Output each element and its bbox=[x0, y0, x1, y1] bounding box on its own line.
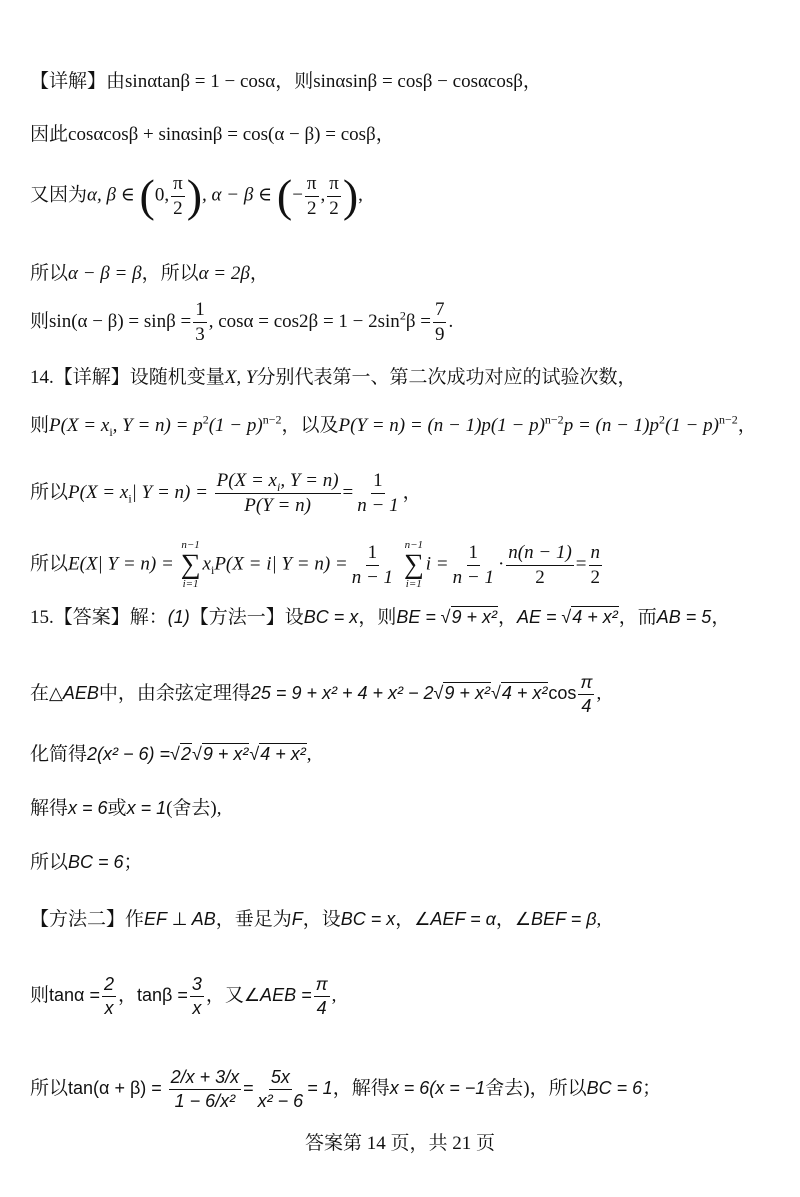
radicand: 9 + x² bbox=[202, 744, 249, 764]
text: ，以及 bbox=[281, 415, 339, 436]
text: ， bbox=[402, 481, 422, 503]
fraction bbox=[169, 1068, 242, 1111]
triangle: △AEB bbox=[49, 682, 99, 703]
sqrt: √9 + x² bbox=[433, 682, 490, 703]
text: ； bbox=[642, 1077, 662, 1099]
equation: β = bbox=[405, 310, 431, 332]
radicand: 4 + x² bbox=[260, 744, 306, 764]
equation: AB = 5 bbox=[656, 607, 712, 627]
equation: x = 6 bbox=[68, 798, 108, 818]
equals: = bbox=[575, 553, 587, 575]
text: 所以 bbox=[30, 481, 69, 503]
text: ， bbox=[249, 263, 269, 284]
line-3: 又因为α, β ∈ (0, $\frac{\pi}{2}$ ), α − β ∈ (− $\frac{\pi}{2}$ , $\frac{\pi}{2}$ ), bbox=[30, 170, 363, 221]
text: ，又 bbox=[205, 984, 244, 1006]
text: ，垂足为 bbox=[215, 909, 292, 930]
text: , bbox=[306, 744, 312, 765]
frac-den: 4 bbox=[316, 997, 327, 1018]
line-5 bbox=[30, 300, 453, 345]
text: 【方法一】设 bbox=[189, 607, 304, 628]
sqrt: √4 + x² bbox=[561, 607, 618, 627]
line-16 bbox=[30, 975, 336, 1018]
equation: sinαsinβ = cosβ − cosαcosβ bbox=[313, 71, 523, 92]
frac-den: 2 bbox=[306, 197, 317, 219]
subscript: i bbox=[128, 491, 132, 506]
text: ，设 bbox=[302, 909, 341, 930]
line-2 bbox=[30, 125, 395, 144]
text: ，而 bbox=[618, 607, 657, 628]
text: 又因为 bbox=[30, 184, 88, 206]
num-text: P(X = x bbox=[216, 470, 277, 491]
equation: tanβ = bbox=[137, 984, 188, 1005]
text: 中，由余弦定理得 bbox=[98, 682, 251, 704]
text: 分别代表第一、第二次成功对应的试验次数， bbox=[256, 367, 637, 388]
note: (舍去) bbox=[166, 798, 217, 819]
paren-open: ( bbox=[139, 170, 155, 221]
text: ，则 bbox=[358, 607, 397, 628]
equation: AE = bbox=[517, 607, 557, 627]
sum-top: n−1 bbox=[404, 539, 424, 551]
radicand: 2 bbox=[180, 744, 191, 764]
equation: BC = x bbox=[303, 607, 359, 627]
equation: tanα = bbox=[49, 984, 100, 1005]
text: 14.【详解】设随机变量 bbox=[30, 367, 225, 388]
sum-bottom: i=1 bbox=[405, 578, 422, 590]
text: ； bbox=[123, 852, 143, 873]
text: ，解得 bbox=[332, 1077, 390, 1099]
frac-den: n − 1 bbox=[351, 566, 394, 588]
line-11 bbox=[30, 673, 601, 716]
frac-den: 1 − 6/x² bbox=[174, 1090, 236, 1111]
equation: ∠AEB = bbox=[243, 984, 312, 1005]
note: 舍去) bbox=[485, 1077, 530, 1099]
radicand: 9 + x² bbox=[451, 607, 498, 627]
equals: = bbox=[243, 1077, 254, 1098]
fraction bbox=[578, 673, 594, 716]
sqrt: √9 + x² bbox=[440, 607, 498, 627]
equation: E(X| Y = n) = bbox=[68, 553, 174, 575]
text: 则 bbox=[30, 415, 50, 436]
fraction bbox=[327, 174, 341, 219]
superscript: n−2 bbox=[544, 412, 564, 427]
text: ，则 bbox=[275, 71, 314, 92]
text: 因此 bbox=[30, 124, 69, 145]
frac-num: π bbox=[327, 174, 341, 197]
frac-num: 1 bbox=[193, 300, 207, 323]
num-text: , Y = n) bbox=[280, 470, 339, 491]
fraction bbox=[190, 975, 204, 1018]
text: ， bbox=[395, 909, 415, 930]
frac-den: 4 bbox=[581, 695, 592, 716]
equation: P(X = x bbox=[49, 415, 110, 436]
fraction bbox=[102, 975, 116, 1018]
equation: X, Y bbox=[224, 367, 257, 388]
equation: i = bbox=[425, 553, 449, 575]
paren-close: ) bbox=[186, 170, 203, 221]
frac-num: 1 bbox=[366, 543, 380, 566]
fraction bbox=[433, 300, 447, 345]
equation: x bbox=[202, 553, 211, 575]
summation bbox=[181, 540, 201, 590]
text: , bbox=[596, 909, 602, 930]
frac-den: n − 1 bbox=[452, 566, 494, 588]
equation: 0, bbox=[154, 184, 170, 206]
radicand: 4 + x² bbox=[572, 607, 618, 627]
fraction bbox=[506, 543, 573, 588]
equation: F bbox=[291, 909, 303, 929]
frac-num: 2/x + 3/x bbox=[169, 1068, 242, 1090]
minus: − bbox=[292, 184, 303, 206]
frac-den: x bbox=[192, 997, 202, 1018]
frac-den: x bbox=[104, 997, 114, 1018]
radicand: 9 + x² bbox=[444, 682, 490, 703]
line-9 bbox=[30, 540, 604, 590]
frac-den: 9 bbox=[434, 323, 445, 345]
text: 解得 bbox=[30, 798, 69, 819]
text: ， bbox=[737, 415, 757, 436]
equation: tan(α + β) = bbox=[68, 1077, 162, 1098]
text: 则 bbox=[30, 984, 50, 1006]
text: 【方法二】作 bbox=[30, 909, 145, 930]
frac-num: π bbox=[171, 174, 185, 197]
superscript: n−2 bbox=[718, 412, 738, 427]
superscript: 2 bbox=[202, 412, 209, 427]
equation: ∠AEF = α bbox=[414, 909, 496, 929]
text: 化简得 bbox=[30, 744, 88, 765]
text: 则 bbox=[30, 310, 50, 332]
text: 或 bbox=[107, 798, 127, 819]
frac-den: 2 bbox=[173, 197, 183, 219]
equation: x = 1 bbox=[126, 798, 167, 818]
paren-open: ( bbox=[276, 170, 293, 221]
fraction bbox=[256, 1068, 306, 1111]
text: 所以 bbox=[30, 1077, 69, 1099]
line-15 bbox=[30, 910, 601, 929]
equation: (1 − p) bbox=[664, 415, 719, 436]
frac-num: 2 bbox=[102, 975, 116, 997]
equation: P(X = i| Y = n) = bbox=[214, 553, 348, 575]
frac-num: 7 bbox=[433, 300, 447, 323]
text: . bbox=[448, 310, 454, 332]
equation: EF ⊥ AB bbox=[144, 909, 216, 929]
text: ， bbox=[495, 909, 515, 930]
fraction bbox=[355, 471, 400, 516]
equation: sin(α − β) = sinβ = bbox=[49, 310, 192, 332]
line-10 bbox=[30, 608, 730, 627]
line-1 bbox=[30, 72, 542, 91]
sqrt: √9 + x² bbox=[191, 744, 249, 764]
frac-num: 1 bbox=[467, 543, 481, 566]
text: ， bbox=[375, 124, 395, 145]
frac-den: n − 1 bbox=[357, 494, 399, 516]
sum-bottom: i=1 bbox=[182, 578, 199, 590]
line-6 bbox=[30, 368, 636, 387]
fraction bbox=[350, 543, 395, 588]
equation: | Y = n) = bbox=[131, 481, 208, 503]
subscript: i bbox=[276, 479, 281, 494]
cos-text: cos bbox=[548, 682, 577, 703]
line-12 bbox=[30, 745, 312, 764]
paren-close: ) bbox=[342, 170, 359, 221]
equation: BE = bbox=[396, 607, 436, 627]
text: 15.【答案】解： bbox=[30, 607, 168, 628]
frac-num: π bbox=[314, 975, 330, 997]
fraction bbox=[193, 300, 207, 345]
frac-num: n(n − 1) bbox=[506, 543, 573, 566]
text: , bbox=[331, 984, 337, 1006]
equation: sinαtanβ = 1 − cosα bbox=[125, 71, 276, 92]
equation: P(X = x bbox=[68, 481, 129, 503]
equation: 2(x² − 6) = bbox=[87, 744, 171, 764]
superscript: 2 bbox=[658, 412, 665, 427]
text: ， bbox=[498, 607, 518, 628]
text: , bbox=[216, 798, 222, 819]
dot: · bbox=[497, 553, 505, 575]
text: ， bbox=[522, 71, 542, 92]
fraction bbox=[215, 471, 341, 516]
line-13 bbox=[30, 799, 222, 818]
sqrt: √4 + x² bbox=[249, 744, 306, 764]
text: ， bbox=[711, 607, 731, 628]
equation: 25 = 9 + x² + 4 + x² − 2 bbox=[250, 682, 434, 703]
equation: ∠BEF = β bbox=[514, 909, 597, 929]
text: ，所以 bbox=[529, 1077, 587, 1099]
text: ， bbox=[117, 984, 137, 1006]
frac-num: π bbox=[305, 174, 319, 197]
frac-num: n bbox=[589, 543, 603, 566]
line-17 bbox=[30, 1068, 661, 1111]
frac-den: x² − 6 bbox=[257, 1090, 304, 1111]
text: , bbox=[358, 184, 363, 206]
frac-den: 3 bbox=[195, 323, 205, 345]
frac-den: 2 bbox=[535, 566, 545, 588]
text: 所以 bbox=[30, 553, 69, 575]
line-4 bbox=[30, 264, 269, 283]
frac-den: 2 bbox=[329, 197, 339, 219]
radicand: 4 + x² bbox=[501, 682, 548, 703]
fraction bbox=[451, 543, 496, 588]
frac-den: P(Y = n) bbox=[244, 494, 311, 516]
sum-top: n−1 bbox=[181, 539, 200, 551]
text: 【详解】由 bbox=[30, 71, 126, 92]
text: , bbox=[596, 682, 602, 704]
equation: p = (n − 1)p bbox=[563, 415, 659, 436]
summation bbox=[404, 540, 424, 590]
fraction bbox=[305, 174, 319, 219]
equals: = bbox=[342, 481, 354, 503]
frac-num: 1 bbox=[371, 471, 385, 494]
line-8 bbox=[30, 471, 422, 516]
equation: BC = 6 bbox=[586, 1077, 643, 1098]
text: 所以 bbox=[30, 852, 69, 873]
fraction bbox=[171, 174, 185, 219]
equation: P(Y = n) = (n − 1)p(1 − p) bbox=[338, 415, 545, 436]
sqrt: √4 + x² bbox=[490, 682, 548, 703]
equation: BC = x bbox=[340, 909, 396, 929]
equation: cosαcosβ + sinαsinβ = cos(α − β) = cosβ bbox=[68, 124, 376, 145]
equation: , Y = n) = p bbox=[112, 415, 203, 436]
part-label: (1) bbox=[167, 607, 190, 627]
subscript: i bbox=[210, 563, 215, 578]
sqrt: √2 bbox=[170, 744, 191, 764]
page-footer: 答案第 14 页，共 21 页 bbox=[304, 1133, 495, 1154]
equation: = 1 bbox=[307, 1077, 333, 1098]
equation: , α − β ∈ bbox=[202, 184, 273, 206]
sigma-icon: ∑ bbox=[403, 549, 424, 580]
equation: , cosα = cos2β = 1 − 2sin bbox=[208, 310, 400, 332]
equation: α = 2β bbox=[198, 263, 250, 284]
subscript: i bbox=[109, 424, 113, 439]
equation: α, β ∈ bbox=[87, 184, 135, 206]
frac-num: π bbox=[578, 673, 594, 695]
text: ，所以 bbox=[141, 263, 199, 284]
superscript: 2 bbox=[399, 308, 406, 323]
line-14 bbox=[30, 853, 143, 872]
fraction bbox=[314, 975, 330, 1018]
equation: (1 − p) bbox=[208, 415, 263, 436]
text: 所以 bbox=[30, 263, 69, 284]
frac-num: 5x bbox=[269, 1068, 292, 1090]
equation: x = 6(x = −1 bbox=[389, 1077, 486, 1098]
sigma-icon: ∑ bbox=[180, 549, 201, 580]
fraction bbox=[589, 543, 603, 588]
frac-den: 2 bbox=[590, 566, 600, 588]
frac-num bbox=[215, 471, 341, 494]
line-7 bbox=[30, 412, 757, 439]
text: 在 bbox=[30, 682, 50, 704]
frac-num: 3 bbox=[190, 975, 204, 997]
superscript: n−2 bbox=[262, 412, 282, 427]
equation: BC = 6 bbox=[68, 852, 124, 872]
equation: α − β = β bbox=[68, 263, 142, 284]
